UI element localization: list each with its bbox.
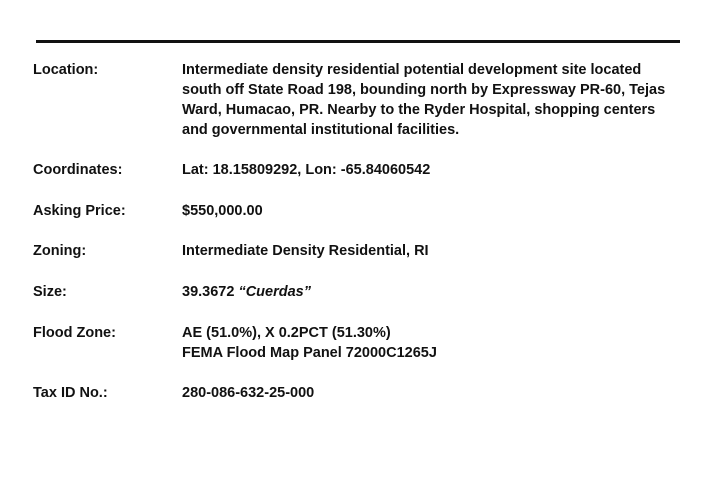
size-value: [182, 282, 683, 302]
coordinates-label: Coordinates:: [33, 162, 123, 178]
property-details: [33, 60, 683, 403]
location-line: and governmental institutional facilities.: [182, 122, 460, 138]
location-line: Intermediate density residential potential development site located: [182, 62, 642, 78]
flood-zone-label: Flood Zone:: [33, 325, 116, 341]
zoning-label: Zoning:: [33, 243, 87, 259]
top-divider: [36, 40, 680, 43]
asking-price-row: [33, 201, 683, 221]
coordinates-row: [33, 160, 683, 180]
location-label: Location:: [33, 62, 99, 78]
size-label: Size:: [33, 284, 67, 300]
asking-price-label: Asking Price:: [33, 203, 126, 219]
location-line: south off State Road 198, bounding north by Expressway PR-60, Tejas: [182, 82, 666, 98]
location-value: [182, 60, 683, 140]
zoning-value: Intermediate Density Residential, RI: [182, 243, 429, 259]
location-row: [33, 60, 683, 140]
tax-id-row: [33, 383, 683, 403]
zoning-row: [33, 241, 683, 261]
location-line: Ward, Humacao, PR. Nearby to the Ryder Hospital, shopping centers: [182, 102, 656, 118]
coordinates-value: Lat: 18.15809292, Lon: -65.84060542: [182, 162, 431, 178]
tax-id-label: Tax ID No.:: [33, 385, 108, 401]
size-row: [33, 282, 683, 302]
flood-zone-row: [33, 323, 683, 363]
asking-price-value: $550,000.00: [182, 203, 263, 219]
flood-zone-line: FEMA Flood Map Panel 72000C1265J: [182, 345, 437, 361]
size-unit: “Cuerdas”: [238, 284, 311, 300]
size-number: 39.3672: [182, 284, 235, 300]
tax-id-value: 280-086-632-25-000: [182, 385, 315, 401]
flood-zone-value: [182, 323, 683, 363]
flood-zone-line: AE (51.0%), X 0.2PCT (51.30%): [182, 325, 391, 341]
